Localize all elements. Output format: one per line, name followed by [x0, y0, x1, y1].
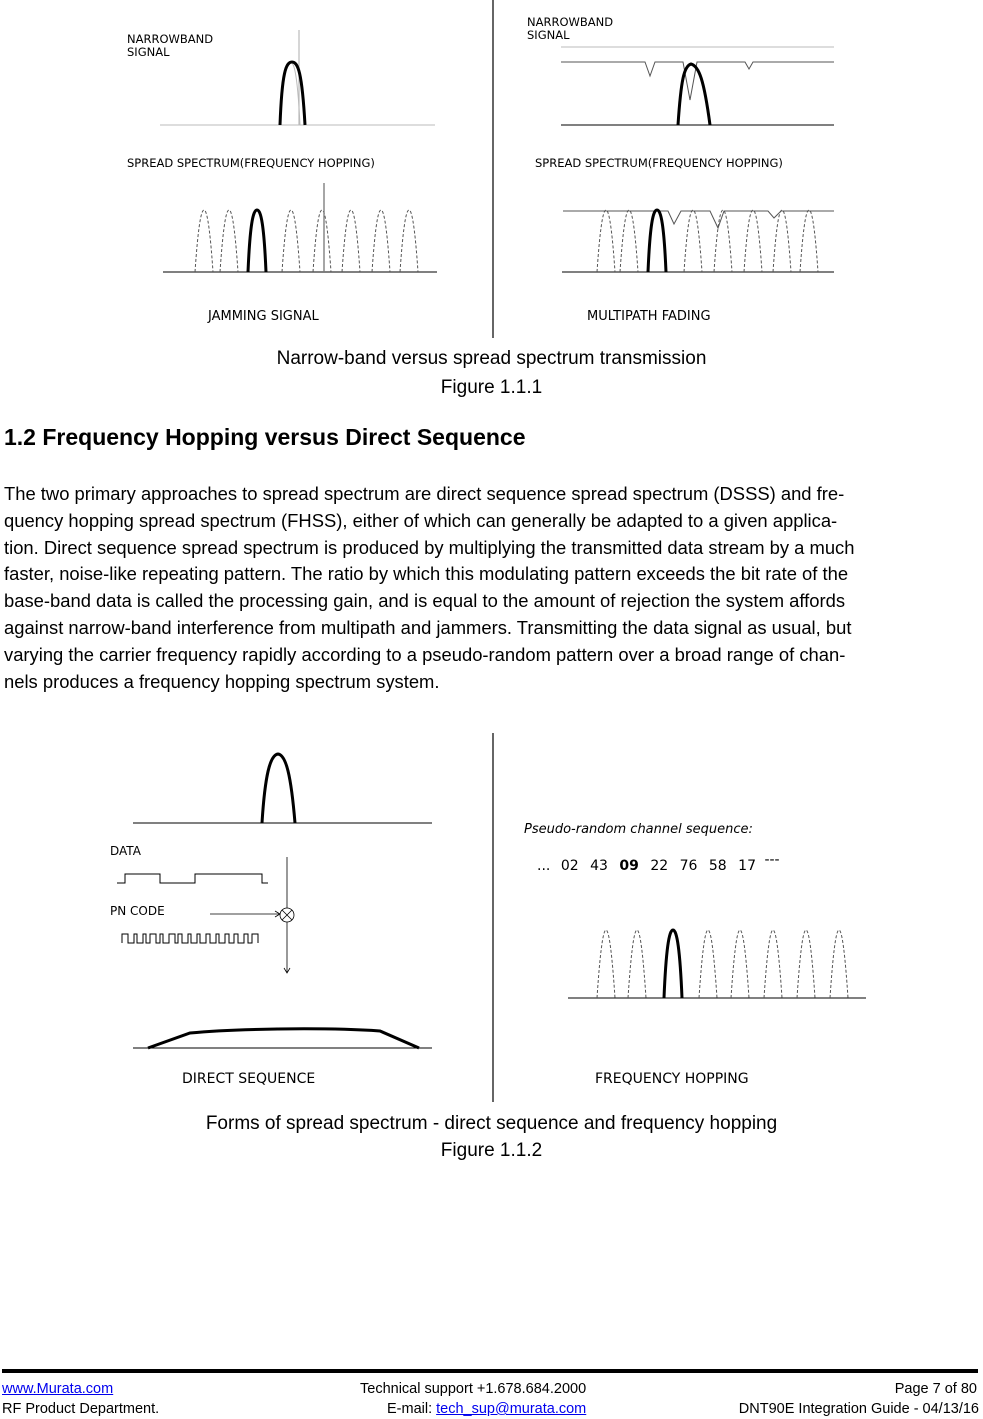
section-heading: 1.2 Frequency Hopping versus Direct Sequence — [4, 424, 526, 450]
sequence-suffix: --- — [764, 852, 780, 868]
section-paragraph — [4, 481, 969, 695]
channel-number: 02 — [560, 858, 579, 874]
channel-number: 58 — [708, 858, 727, 874]
pn-code-waveform — [122, 934, 258, 943]
active-hop-channel — [648, 210, 666, 272]
channel-number: 43 — [590, 858, 608, 874]
hop-channels-dashed — [597, 930, 848, 998]
spread-jamming-panel — [127, 156, 437, 324]
narrowband-signal-curve — [280, 62, 305, 125]
hop-channels-dashed — [195, 210, 418, 272]
figure-1-1-2 — [0, 725, 983, 1105]
direct-sequence-panel — [110, 754, 432, 1087]
figure-caption: Narrow-band versus spread spectrum transmission — [276, 348, 707, 369]
website-link[interactable]: www.Murata.com — [2, 1381, 114, 1397]
channel-number: 17 — [738, 858, 756, 874]
channel-number: 22 — [650, 858, 669, 874]
spread-label: SPREAD SPECTRUM(FREQUENCY HOPPING) — [535, 156, 783, 170]
department: RF Product Department. — [2, 1401, 160, 1417]
paragraph-line: nels produces a frequency hopping spectrum system. — [4, 670, 440, 692]
figure-1-1-1 — [0, 0, 983, 340]
paragraph-line: faster, noise-like repeating pattern. The ratio by which this modulating pattern exceeds the bit rate of the — [4, 563, 849, 585]
active-hop-channel — [248, 210, 266, 272]
fading-envelope — [563, 211, 834, 228]
data-label: DATA — [110, 844, 141, 858]
email-label: E-mail: — [387, 1401, 433, 1417]
figure-caption: Forms of spread spectrum - direct sequence and frequency hopping — [205, 1113, 778, 1134]
page-number: Page 7 of 80 — [894, 1381, 977, 1397]
data-waveform — [117, 874, 268, 883]
paragraph-line: varying the carrier frequency rapidly according to a pseudo-random pattern over a broad range of chan- — [4, 643, 846, 665]
email-line — [387, 1401, 586, 1417]
channel-number: 76 — [679, 858, 698, 874]
support-phone: Technical support +1.678.684.2000 — [360, 1381, 587, 1397]
jamming-signal-label: JAMMING SIGNAL — [208, 309, 319, 324]
spread-label: SPREAD SPECTRUM(FREQUENCY HOPPING) — [127, 156, 375, 170]
narrowband-data-spectrum — [262, 754, 295, 823]
figure-number: Figure 1.1.2 — [440, 1140, 543, 1161]
frequency-hopping-label: FREQUENCY HOPPING — [595, 1071, 749, 1087]
footer-rule — [2, 1369, 978, 1373]
channel-sequence — [537, 852, 780, 874]
paragraph-line: tion. Direct sequence spread spectrum is produced by multiplying the transmitted data stream by a much — [4, 536, 855, 558]
figure-number: Figure 1.1.1 — [440, 377, 543, 398]
paragraph-line: The two primary approaches to spread spectrum are direct sequence spread spectrum (DSSS) and fre- — [4, 483, 845, 504]
paragraph-line: base-band data is called the processing gain, and is equal to the amount of rejection the system affords — [4, 590, 846, 612]
narrowband-multipath-panel — [527, 15, 834, 125]
email-link[interactable]: tech_sup@murata.com — [436, 1401, 587, 1417]
narrowband-label-line1: NARROWBAND — [527, 15, 614, 29]
narrowband-label-line2: SIGNAL — [127, 45, 170, 59]
narrowband-label-line2: SIGNAL — [527, 28, 570, 42]
spread-spectrum-curve — [148, 1029, 419, 1048]
active-hop-channel — [664, 930, 682, 998]
spread-multipath-panel — [535, 156, 834, 324]
sequence-label: Pseudo-random channel sequence: — [524, 822, 753, 837]
channel-number-active: 09 — [619, 858, 639, 874]
narrowband-label-line1: NARROWBAND — [127, 32, 214, 46]
narrowband-jamming-panel — [127, 30, 435, 125]
sequence-prefix: ... — [537, 858, 551, 874]
narrowband-signal-curve — [678, 64, 710, 125]
frequency-hopping-panel — [524, 822, 866, 1087]
direct-sequence-label: DIRECT SEQUENCE — [182, 1071, 316, 1087]
paragraph-line: quency hopping spread spectrum (FHSS), either of which can generally be adapted to a given applica- — [4, 509, 838, 531]
guide-title: DNT90E Integration Guide - 04/13/16 — [738, 1401, 979, 1417]
hop-channels-dashed — [597, 210, 818, 272]
multipath-fading-label: MULTIPATH FADING — [587, 309, 711, 324]
paragraph-line: against narrow-band interference from multipath and jammers. Transmitting the data signal as usual, but — [4, 616, 852, 638]
pn-code-label: PN CODE — [110, 904, 165, 918]
